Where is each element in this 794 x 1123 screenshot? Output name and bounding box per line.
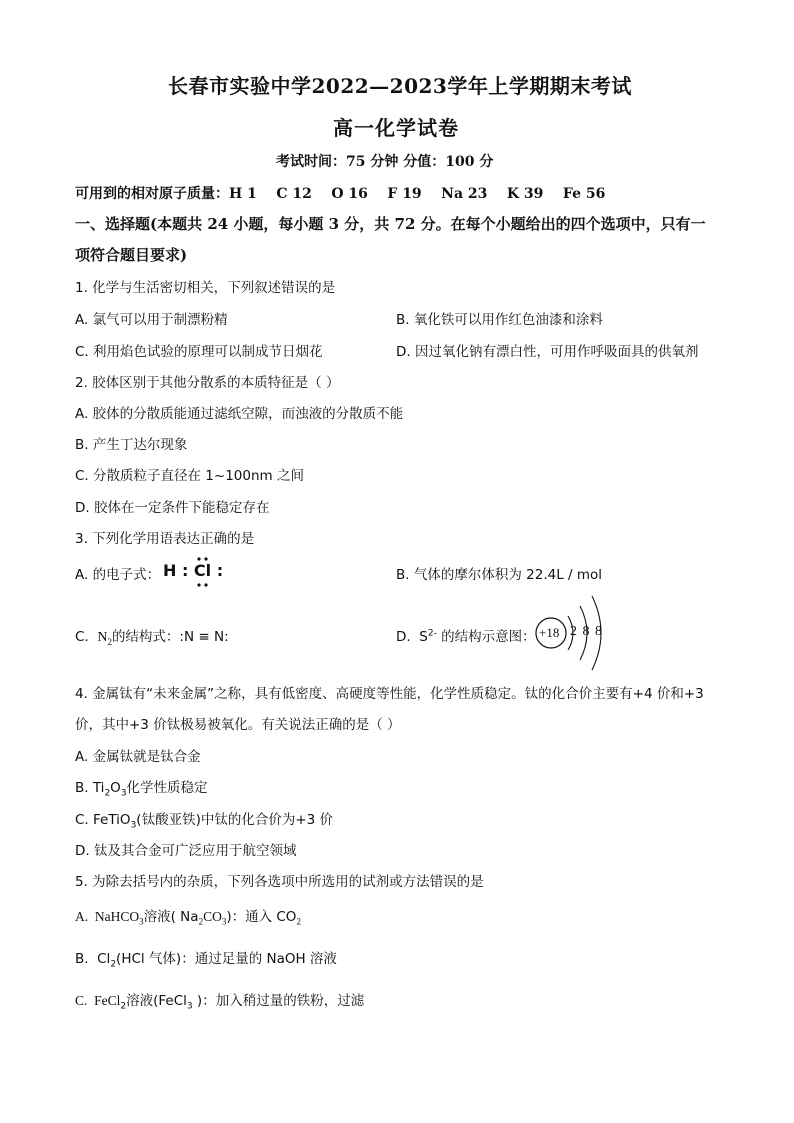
question-3-option-a xyxy=(75,563,160,583)
question-3-option-c: C. $N_2$的结构式：:N ≡ N: xyxy=(75,629,229,647)
question-4-option-c: C. FeTiO$_3$(钛酸亚铁)中钛的化合价为+3 价 xyxy=(75,812,334,831)
atomic-masses-label: 可用到的相对原子质量： xyxy=(75,186,229,202)
question-2-option-a: A. 胶体的分散质能通过滤纸空隙，而浊液的分散质不能 xyxy=(75,406,404,422)
question-3-option-b: B. 气体的摩尔体积为 22.4L / mol xyxy=(396,567,603,583)
question-4-stem-line2: 价，其中+3 价钛极易被氧化。有关说法正确的是（ ） xyxy=(75,717,401,733)
question-5-option-c: C. FeCl$_2$溶液(FeCl$_3$ )：加入稍过量的铁粉，过滤 xyxy=(75,993,365,1012)
s2-ion-structure-diagram xyxy=(534,592,614,678)
section-heading-line1: 一、选择题(本题共 24 小题，每小题 3 分，共 72 分。在每个小题给出的四个选项中，只有一 xyxy=(75,215,706,233)
question-1-stem: 1. 化学与生活密切相关，下列叙述错误的是 xyxy=(75,280,336,296)
hcl-formula-text: H : Cl : xyxy=(163,561,224,580)
question-5-option-b: B. $Cl_2(HCl$ 气体)：通过足量的 NaOH 溶液 xyxy=(75,951,337,970)
question-3-option-a-label: A. 的电子式： xyxy=(75,567,161,583)
question-3-stem: 3. 下列化学用语表达正确的是 xyxy=(75,531,255,547)
exam-info: 考试时间：75 分钟 分值：100 分 xyxy=(276,154,494,170)
nucleus-charge: +18 xyxy=(539,625,560,640)
question-1-option-a: A. 氯气可以用于制漂粉精 xyxy=(75,312,228,328)
question-1-option-b: B. 氧化铁可以用作红色油漆和涂料 xyxy=(396,312,603,328)
question-1-option-c: C. 利用焰色试验的原理可以制成节日烟花 xyxy=(75,344,323,360)
page-subtitle: 高一化学试卷 xyxy=(333,116,459,140)
page-title: 长春市实验中学2022—2023学年上学期期末考试 xyxy=(168,74,632,98)
question-2-stem: 2. 胶体区别于其他分散系的本质特征是（ ） xyxy=(75,375,340,391)
n2-structure-text: 的结构式：:N ≡ N: xyxy=(111,629,229,645)
question-2-option-d: D. 胶体在一定条件下能稳定存在 xyxy=(75,500,270,516)
hcl-electron-formula xyxy=(163,556,225,588)
question-4-stem-line1: 4. 金属钛有“未来金属”之称，具有低密度、高硬度等性能，化学性质稳定。钛的化合价主要有+4 价和+3 xyxy=(75,686,704,702)
electron-shell-counts: 2 8 8 xyxy=(570,624,603,639)
question-4-option-a: A. 金属钛就是钛合金 xyxy=(75,749,201,765)
atomic-masses-values: H 1 C 12 O 16 F 19 Na 23 K 39 Fe 56 xyxy=(229,186,606,202)
question-4-option-b: B. $Ti_2O_3$化学性质稳定 xyxy=(75,780,208,799)
atomic-masses xyxy=(75,183,605,203)
question-3-option-d: D. $S^{2-}$ 的结构示意图： xyxy=(396,628,536,645)
question-1-option-d: D. 因过氧化钠有漂白性，可用作呼吸面具的供氧剂 xyxy=(396,344,699,360)
question-2-option-b: B. 产生丁达尔现象 xyxy=(75,437,188,453)
question-5-option-a: A. NaHCO$_3$溶液( $Na_2CO_3$)：通入 $CO_2$ xyxy=(75,909,301,927)
question-2-option-c: C. 分散质粒子直径在 1~100nm 之间 xyxy=(75,468,304,484)
question-5-stem: 5. 为除去括号内的杂质，下列各选项中所选用的试剂或方法错误的是 xyxy=(75,874,484,890)
n2-formula: $N_2$ xyxy=(97,630,112,647)
section-heading-line2: 项符合题目要求) xyxy=(75,246,188,264)
question-4-option-d: D. 钛及其合金可广泛应用于航空领域 xyxy=(75,843,297,859)
